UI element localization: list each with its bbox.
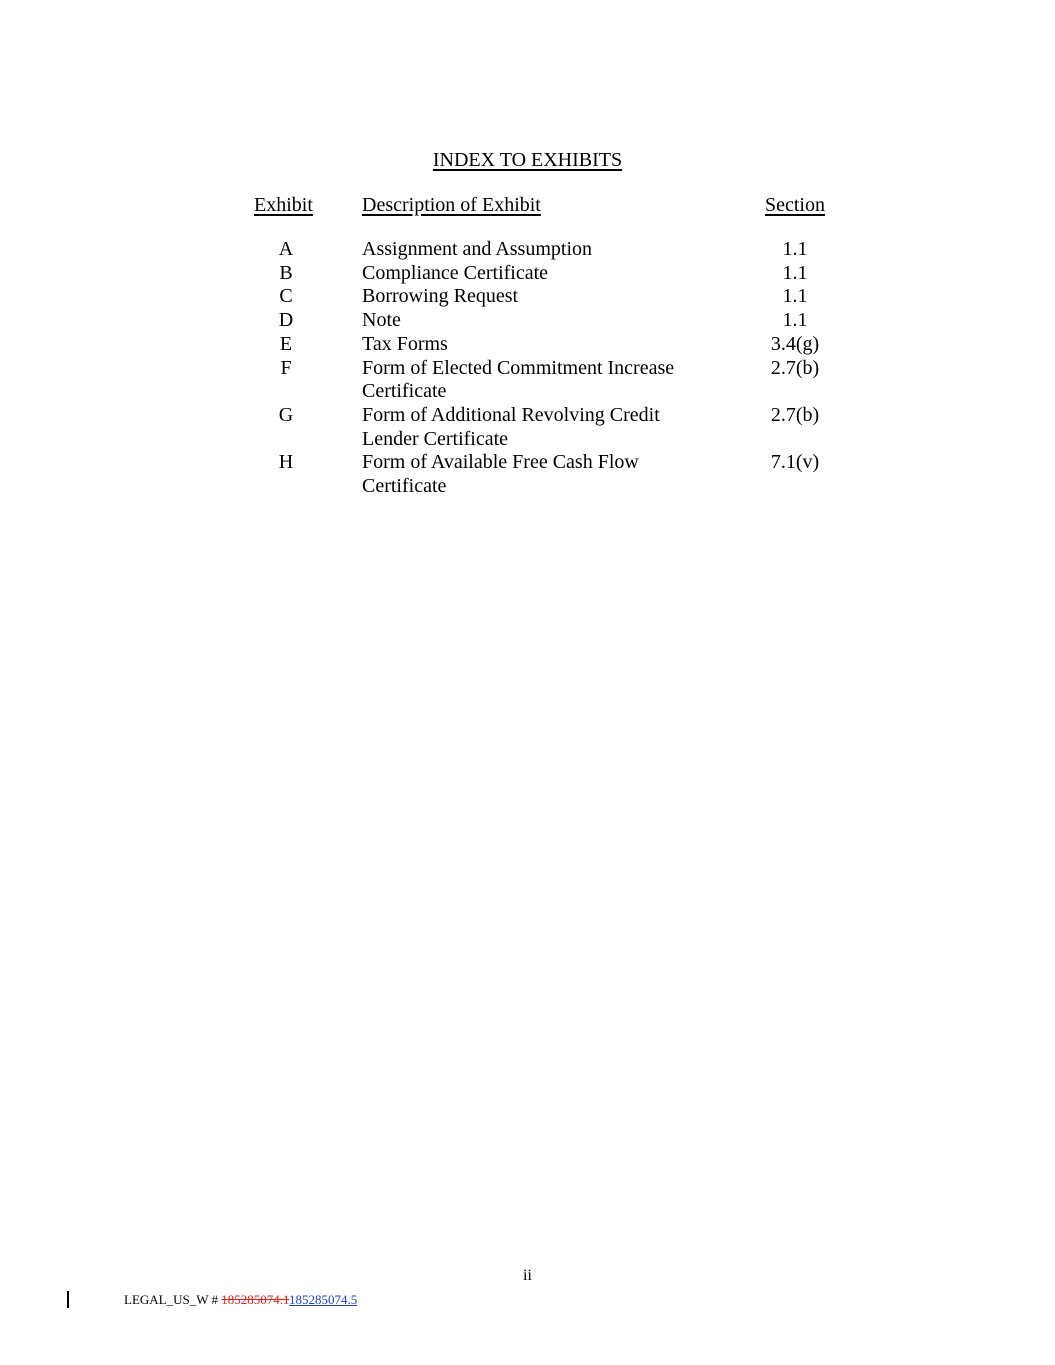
exhibit-row — [0, 238, 1055, 262]
exhibit-description: Form of Additional Revolving Credit Lender Certificate — [362, 403, 660, 450]
exhibit-section: 1.1 — [782, 285, 808, 308]
document-id-prefix: LEGAL_US_W # — [124, 1292, 222, 1307]
exhibit-letter: C — [279, 285, 293, 308]
exhibit-letter: H — [278, 451, 294, 474]
exhibit-letter: G — [278, 403, 294, 426]
inserted-document-id: 185285074.5 — [289, 1292, 358, 1307]
column-header-description: Description of Exhibit — [362, 194, 541, 216]
exhibit-letter: E — [279, 332, 293, 355]
page-number: ii — [523, 1267, 532, 1284]
exhibit-letter: D — [278, 309, 294, 332]
exhibit-description: Form of Available Free Cash Flow Certificate — [362, 451, 639, 498]
exhibit-row — [0, 285, 1055, 309]
document-id-footer — [124, 1292, 357, 1308]
exhibit-section: 7.1(v) — [770, 451, 820, 474]
exhibit-description: Compliance Certificate — [362, 261, 549, 284]
exhibit-section: 2.7(b) — [770, 356, 820, 379]
exhibit-description: Borrowing Request — [362, 285, 519, 308]
column-header-exhibit: Exhibit — [254, 194, 313, 216]
exhibit-letter: B — [279, 261, 293, 284]
page-title-text: INDEX TO EXHIBITS — [432, 149, 623, 171]
exhibit-description: Tax Forms — [362, 332, 448, 355]
page-title — [0, 148, 1055, 172]
exhibit-description: Form of Elected Commitment Increase Certificate — [362, 356, 675, 403]
exhibit-letter: F — [280, 356, 292, 379]
exhibit-list — [0, 238, 1055, 499]
deleted-document-id: 185285074.1 — [221, 1292, 290, 1307]
exhibit-section: 1.1 — [782, 309, 808, 332]
exhibit-description: Assignment and Assumption — [362, 238, 593, 260]
exhibit-row — [0, 357, 1055, 404]
exhibit-section: 1.1 — [782, 261, 808, 284]
exhibit-description: Note — [362, 309, 401, 332]
exhibit-row — [0, 451, 1055, 498]
exhibit-section: 2.7(b) — [770, 403, 820, 426]
exhibit-row — [0, 262, 1055, 286]
revision-change-bar — [67, 1291, 69, 1308]
exhibit-section: 3.4(g) — [770, 332, 820, 355]
exhibit-row — [0, 404, 1055, 451]
exhibit-row — [0, 333, 1055, 357]
exhibit-letter: A — [278, 238, 294, 260]
exhibit-section: 1.1 — [782, 238, 808, 260]
column-header-section: Section — [765, 194, 825, 216]
exhibit-row — [0, 309, 1055, 333]
